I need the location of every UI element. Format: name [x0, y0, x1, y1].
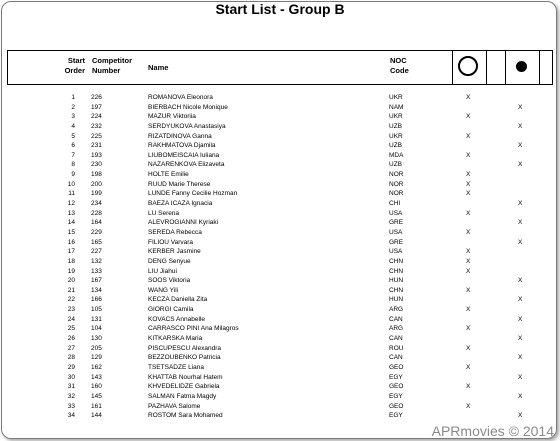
competitor-number-cell: 160 [91, 383, 102, 391]
noc-code-cell: EGY [389, 392, 403, 400]
competitor-number-cell: 226 [91, 94, 102, 101]
start-order-cell: 27 [67, 344, 75, 352]
noc-code-cell: NOR [389, 190, 404, 198]
table-row [0, 247, 560, 257]
competitor-name-cell: FILIOU Varvara [148, 238, 194, 246]
noc-code-cell: CHN [389, 267, 404, 275]
open-circle-mark: X [466, 113, 471, 121]
noc-code-header-line2: Code [390, 66, 409, 75]
competitor-number-cell: 225 [91, 132, 102, 140]
competitor-number-cell: 166 [91, 296, 102, 304]
table-row [0, 189, 560, 199]
noc-code-cell: GEO [389, 363, 404, 371]
noc-code-cell: GEO [389, 383, 404, 391]
competitor-number-cell: 193 [91, 151, 102, 159]
start-order-cell: 16 [67, 238, 75, 246]
competitor-name-cell: LIU Jiahui [148, 267, 177, 275]
table-row [0, 180, 560, 190]
competitor-number-cell: 200 [91, 180, 102, 188]
competitor-number-cell: 167 [91, 277, 102, 285]
competitor-number-cell: 227 [91, 248, 102, 256]
noc-code-cell: CAN [389, 354, 403, 362]
noc-code-cell: GRE [389, 238, 404, 246]
competitor-name-cell: LIUBOMEISCAIA Iuliana [148, 151, 220, 159]
table-row [0, 160, 560, 170]
start-order-cell: 18 [67, 257, 75, 265]
competitor-name-cell: WANG Yili [148, 286, 179, 294]
filled-circle-mark: X [518, 315, 523, 323]
competitor-number-cell: 133 [91, 267, 102, 275]
competitor-number-header-line2: Number [92, 66, 121, 75]
start-list-table [0, 93, 560, 421]
start-order-cell: 7 [71, 151, 75, 159]
start-order-cell: 23 [67, 306, 75, 314]
table-row [0, 199, 560, 209]
table-row [0, 353, 560, 363]
noc-code-cell: NOR [389, 180, 404, 188]
open-circle-mark: X [466, 94, 471, 101]
filled-circle-mark: X [518, 219, 523, 227]
start-order-cell: 19 [67, 267, 75, 275]
noc-code-cell: NOR [389, 171, 404, 179]
table-row [0, 402, 560, 412]
table-row [0, 141, 560, 151]
competitor-name-cell: TSETSADZE Liana [148, 363, 204, 371]
competitor-name-cell: DENG Senyue [148, 257, 191, 265]
noc-code-cell: EGY [389, 373, 403, 381]
start-order-cell: 34 [67, 412, 75, 420]
noc-code-cell: USA [389, 209, 403, 217]
table-row [0, 363, 560, 373]
competitor-number-cell: 165 [91, 238, 102, 246]
competitor-name-cell: KITKARSKA Maria [148, 335, 203, 343]
start-order-cell: 30 [67, 373, 75, 381]
competitor-name-cell: MAZUR Viktoriia [148, 113, 196, 121]
start-order-cell: 10 [67, 180, 75, 188]
table-row [0, 257, 560, 267]
open-circle-mark: X [466, 363, 471, 371]
noc-code-cell: ARG [389, 306, 404, 314]
start-order-cell: 15 [67, 228, 75, 236]
table-row [0, 151, 560, 161]
start-order-cell: 9 [71, 171, 75, 179]
competitor-number-cell: 105 [91, 306, 102, 314]
competitor-name-cell: GIORGI Camila [148, 306, 194, 314]
open-circle-mark: X [466, 344, 471, 352]
filled-circle-mark: X [518, 161, 523, 169]
table-row [0, 315, 560, 325]
competitor-number-cell: 234 [91, 200, 102, 208]
competitor-name-cell: SALMAN Fatma Magdy [148, 392, 217, 400]
start-order-cell: 4 [71, 122, 75, 130]
table-row [0, 344, 560, 354]
competitor-name-cell: PAZHAVA Salome [148, 402, 201, 410]
noc-code-cell: CHN [389, 257, 404, 265]
competitor-number-cell: 161 [91, 402, 102, 410]
start-order-cell: 28 [67, 354, 75, 362]
competitor-number-cell: 104 [91, 325, 102, 333]
competitor-name-cell: LUNDE Fanny Cecilie Hozman [148, 190, 238, 198]
start-order-cell: 29 [67, 363, 75, 371]
filled-circle-mark: X [518, 200, 523, 208]
noc-code-header [390, 56, 409, 76]
filled-circle-mark: X [518, 392, 523, 400]
table-row [0, 132, 560, 142]
table-row [0, 305, 560, 315]
competitor-name-cell: NAZARENKOVA Elizaveta [148, 161, 225, 169]
start-order-cell: 22 [67, 296, 75, 304]
table-row [0, 382, 560, 392]
start-order-cell: 21 [67, 286, 75, 294]
competitor-name-cell: SERDYUKOVA Anastasiya [148, 122, 226, 130]
competitor-number-cell: 134 [91, 286, 102, 294]
open-circle-mark: X [466, 171, 471, 179]
open-circle-mark: X [466, 306, 471, 314]
competitor-number-cell: 229 [91, 228, 102, 236]
noc-code-cell: HUN [389, 296, 404, 304]
noc-code-cell: MDA [389, 151, 404, 159]
open-circle-mark: X [466, 228, 471, 236]
start-order-cell: 5 [71, 132, 75, 140]
noc-code-cell: UKR [389, 113, 403, 121]
open-circle-mark: X [466, 325, 471, 333]
start-order-cell: 11 [68, 190, 75, 198]
competitor-name-cell: ROMANOVA Eleonora [148, 94, 213, 101]
competitor-name-cell: RAKHMATOVA Djamila [148, 142, 216, 150]
noc-code-cell: UZB [389, 142, 402, 150]
noc-code-cell: HUN [389, 277, 404, 285]
competitor-number-cell: 164 [91, 219, 102, 227]
competitor-number-cell: 232 [91, 122, 102, 130]
table-row [0, 93, 560, 103]
filled-circle-column-header [505, 51, 540, 84]
filled-circle-mark: X [518, 122, 523, 130]
competitor-number-cell: 197 [91, 103, 102, 111]
competitor-name-cell: KHATTAB Nourhal Hatem [148, 373, 223, 381]
filled-circle-mark: X [518, 277, 523, 285]
table-row [0, 170, 560, 180]
noc-code-cell: ARG [389, 325, 404, 333]
table-row [0, 218, 560, 228]
open-circle-mark: X [466, 383, 471, 391]
noc-code-cell: CHI [389, 200, 401, 208]
noc-code-cell: USA [389, 228, 403, 236]
noc-code-cell: EGY [389, 412, 403, 420]
competitor-name-cell: HOLTE Emilie [148, 171, 189, 179]
filled-circle-mark: X [518, 296, 523, 304]
competitor-number-cell: 131 [91, 315, 102, 323]
noc-code-cell: CAN [389, 315, 403, 323]
open-circle-mark: X [466, 267, 471, 275]
noc-code-cell: GEO [389, 402, 404, 410]
noc-code-cell: GRE [389, 219, 404, 227]
competitor-name-cell: PISCUPESCU Alexandra [148, 344, 221, 352]
start-order-cell: 17 [67, 248, 75, 256]
noc-code-cell: UKR [389, 132, 403, 140]
competitor-number-cell: 129 [91, 354, 102, 362]
competitor-name-cell: LU Serena [148, 209, 180, 217]
table-row [0, 324, 560, 334]
table-row [0, 276, 560, 286]
start-order-cell: 3 [71, 113, 75, 121]
start-order-cell: 14 [67, 219, 75, 227]
competitor-number-header-line1: Competitor [92, 56, 132, 65]
open-circle-mark: X [466, 151, 471, 159]
competitor-number-cell: 145 [91, 392, 102, 400]
open-circle-mark: X [466, 402, 471, 410]
table-row [0, 392, 560, 402]
open-circle-column-header [452, 51, 487, 84]
table-row [0, 295, 560, 305]
filled-circle-mark: X [518, 373, 523, 381]
competitor-name-cell: SOOS Viktoria [148, 277, 191, 285]
page-title: Start List - Group B [215, 1, 345, 17]
open-circle-mark: X [466, 190, 471, 198]
filled-circle-mark: X [518, 238, 523, 246]
open-circle-mark: X [466, 248, 471, 256]
table-row [0, 122, 560, 132]
start-order-header-line2: Order [64, 66, 85, 75]
filled-circle-mark: X [518, 412, 523, 420]
competitor-number-cell: 228 [91, 209, 102, 217]
table-row [0, 103, 560, 113]
noc-code-cell: UKR [389, 94, 403, 101]
competitor-name-cell: KOVACS Annabelle [148, 315, 205, 323]
start-order-header-line1: Start [67, 56, 85, 65]
watermark: APRmovies © 2014 [431, 423, 554, 439]
open-circle-mark: X [466, 209, 471, 217]
filled-circle-mark: X [518, 335, 523, 343]
competitor-name-cell: KECZA Daniella Zita [148, 296, 208, 304]
start-order-cell: 2 [71, 103, 75, 111]
noc-code-cell: USA [389, 248, 403, 256]
filled-circle-mark: X [518, 142, 523, 150]
competitor-name-cell: BAEZA ICAZA Ignacia [148, 200, 213, 208]
table-row [0, 112, 560, 122]
competitor-name-cell: ROSTOM Sara Mohamed [148, 412, 223, 420]
start-order-cell: 12 [67, 200, 75, 208]
start-order-header [48, 56, 85, 76]
competitor-name-cell: RIZATDINOVA Ganna [148, 132, 212, 140]
competitor-number-cell: 132 [91, 257, 102, 265]
competitor-number-cell: 144 [91, 412, 102, 420]
table-row [0, 267, 560, 277]
open-circle-mark: X [466, 180, 471, 188]
noc-code-cell: UZB [389, 122, 402, 130]
competitor-number-cell: 130 [91, 335, 102, 343]
noc-code-cell: UZB [389, 161, 402, 169]
start-order-cell: 24 [67, 315, 75, 323]
competitor-number-cell: 205 [91, 344, 102, 352]
start-order-cell: 31 [67, 383, 75, 391]
table-row [0, 238, 560, 248]
start-order-cell: 8 [71, 161, 75, 169]
competitor-number-cell: 231 [91, 142, 102, 150]
start-order-cell: 20 [67, 277, 75, 285]
filled-circle-icon [516, 61, 527, 72]
start-order-cell: 13 [67, 209, 75, 217]
start-order-cell: 6 [71, 142, 75, 150]
competitor-number-cell: 162 [91, 363, 102, 371]
table-header [7, 50, 553, 85]
name-header: Name [148, 63, 169, 72]
competitor-number-cell: 199 [91, 190, 102, 198]
table-row [0, 286, 560, 296]
noc-code-cell: ROU [389, 344, 404, 352]
noc-code-cell: CHN [389, 286, 404, 294]
competitor-name-cell: SEREDA Rebecca [148, 228, 202, 236]
table-row [0, 334, 560, 344]
competitor-number-cell: 224 [91, 113, 102, 121]
noc-code-header-line1: NOC [390, 56, 407, 65]
open-circle-mark: X [466, 286, 471, 294]
start-order-cell: 25 [67, 325, 75, 333]
competitor-name-cell: ALEVROGIANNI Kyriaki [148, 219, 219, 227]
competitor-number-cell: 143 [91, 373, 102, 381]
competitor-number-cell: 198 [91, 171, 102, 179]
competitor-number-cell: 230 [91, 161, 102, 169]
competitor-name-cell: KHVEDELIDZE Gabriela [148, 383, 220, 391]
start-order-cell: 32 [67, 392, 75, 400]
open-circle-icon [458, 56, 478, 76]
noc-code-cell: NAM [389, 103, 404, 111]
start-order-cell: 33 [67, 402, 75, 410]
filled-circle-mark: X [518, 103, 523, 111]
competitor-number-header [92, 56, 148, 76]
open-circle-mark: X [466, 132, 471, 140]
noc-code-cell: CAN [389, 335, 403, 343]
table-row [0, 373, 560, 383]
open-circle-mark: X [466, 257, 471, 265]
start-order-cell: 26 [67, 335, 75, 343]
table-row [0, 228, 560, 238]
competitor-name-cell: RUUD Marie Therese [148, 180, 211, 188]
filled-circle-mark: X [518, 354, 523, 362]
competitor-name-cell: CARRASCO PINI Ana Milagros [148, 325, 239, 333]
start-order-cell: 1 [71, 94, 75, 101]
competitor-name-cell: BIERBACH Nicole Monique [148, 103, 228, 111]
competitor-name-cell: KERBER Jasmine [148, 248, 201, 256]
competitor-name-cell: BEZZOUBENKO Patricia [148, 354, 221, 362]
table-row [0, 209, 560, 219]
table-row [0, 411, 560, 421]
